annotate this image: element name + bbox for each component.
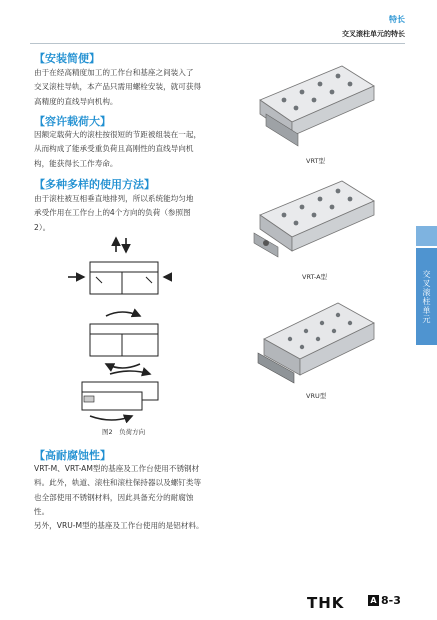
product-caption-vrt-a: VRT-A型 [302,273,328,281]
page-number [368,594,401,607]
paragraph-line: 承受作用在工作台上的4个方向的负荷（参照图 [34,208,191,218]
unit-cross-section-1 [90,262,158,294]
paragraph-line: 构，能获得长工作寿命。 [34,158,118,168]
page-number-value: 8-3 [381,594,401,607]
section-subtitle: 交叉滚柱单元的特长 [342,30,405,38]
paragraph-line: 交叉滚柱导轨，本产品只需用螺栓安装，就可获得 [34,82,202,92]
vrt-a-product-image [250,175,380,267]
paragraph-line: 另外，VRU-M型的基座及工作台使用的是铝材料。 [34,521,204,531]
paragraph-line: 高精度的直线导向机构。 [34,96,118,106]
paragraph-corrosion-resistance [34,462,234,533]
product-caption-vrt: VRT型 [306,157,325,165]
paragraph-line: 性。 [34,506,50,516]
paragraph-line: 因额定载荷大的滚柱按很短的节距被组装在一起， [34,130,202,139]
paragraph-line: 由于滚柱被互相垂直地排列，所以系统能均匀地 [34,194,194,203]
unit-cross-section-2 [90,324,158,356]
section-title: 特长 [389,15,405,24]
unit-side-view [82,382,158,410]
side-tab-marker [416,226,437,246]
header-divider [30,43,405,44]
paragraph-line: 也全部使用不锈钢材料，因此具备充分的耐腐蚀 [34,492,194,502]
heading-easy-install: 【安装简便】 [34,52,100,65]
paragraph-versatile-use [34,192,234,235]
heading-high-load: 【容许载荷大】 [34,115,111,128]
rotation-arrow-icon [110,371,150,374]
heading-versatile-use: 【多种多样的使用方法】 [34,178,155,191]
page-prefix-badge: A [368,595,379,606]
paragraph-line: 从而构成了能承受重负荷且高刚性的直线导向机 [34,144,194,154]
vru-product-image [250,295,380,387]
paragraph-line: 由于在经高精度加工的工作台和基座之间装入了 [34,68,194,77]
paragraph-high-load [34,128,234,171]
load-direction-figure [60,232,180,428]
paragraph-line: 料。此外，轨道、滚柱和滚柱保持器以及螺钉类等 [34,478,202,488]
rotation-arrow-icon [106,312,140,316]
figure-caption: 图2 负荷方向 [102,428,146,436]
paragraph-line: VRT-M、VRT-AM型的基座及工作台使用不锈钢材 [34,464,200,473]
heading-corrosion-resistance: 【高耐腐蚀性】 [34,449,111,462]
thk-logo: THK [307,594,345,612]
paragraph-line: 2）。 [34,222,51,232]
side-tab-label[interactable]: 交叉滚柱单元 [416,248,437,345]
rotation-arrow-icon [90,416,132,420]
vrt-product-image [250,60,380,152]
rotation-arrow-icon [106,364,140,368]
product-caption-vru: VRU型 [306,392,327,400]
paragraph-easy-install [34,66,234,109]
